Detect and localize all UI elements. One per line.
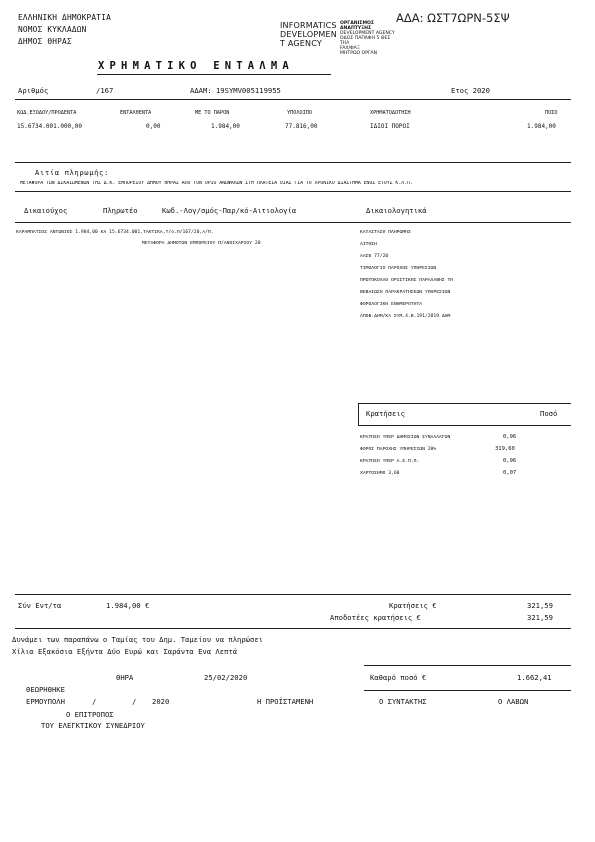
divider — [364, 665, 571, 666]
logo-small-3: DEVELOPMENT AGENCY — [340, 31, 395, 36]
page-title: ΧΡΗΜΑΤΙΚΟ ΕΝΤΑΛΜΑ — [98, 60, 294, 72]
summary-header-committed: ΕΝΤΑΛΘΕΝΤΑ — [120, 110, 152, 116]
title-underline — [97, 74, 331, 75]
deductions-header-amount: Ποσό — [540, 409, 558, 418]
deductions-top-border — [358, 403, 571, 404]
place: ΘΗΡΑ — [116, 673, 134, 682]
sum-label: Σύν Εντ/τα — [18, 601, 62, 610]
head-signature: Η ΠΡΟΪΣΤΑΜΕΝΗ — [257, 697, 314, 706]
number-label: Αριθμός — [18, 86, 49, 95]
summary-header-code: ΚΩΔ.ΕΞΟΔΟΥ/ΠΡΟΔΕΝΤΑ — [17, 110, 77, 116]
payment-order-text: Δυνάμει των παραπάνω ο Ταμίας του Δημ. Ταμείου να πληρώσει — [12, 635, 263, 644]
deduction-label: ΚΡΑΤΗΣΗ ΥΠΕΡ Α.Ε.Π.Π. — [360, 459, 420, 464]
deductions-header-label: Κρατήσεις — [366, 409, 405, 418]
seen-label: ΘΕΩΡΗΘΗΚΕ — [26, 685, 65, 694]
deduction-label: ΚΡΑΤΗΣΗ ΥΠΕΡ ΔΗΜΟΣΙΩΝ ΣΥΝΑΛΛΑΓΩΝ — [360, 435, 451, 440]
logo-line-2: DEVELOPMEN — [280, 30, 337, 39]
document-item: ΑΠΟΦ.ΔΗΜ/ΚΑ ΣΥΜ.4.Β.191/2019 ΔΗΜ — [360, 314, 451, 319]
deduction-amount: 319,60 — [495, 446, 515, 452]
deduction-amount: 0,96 — [503, 434, 517, 440]
summary-value-current: 1.984,00 — [211, 123, 240, 130]
deduction-amount: 0,07 — [503, 470, 517, 476]
logo-line-1: INFORMATICS — [280, 21, 337, 30]
document-item: ΤΙΜΟΛΟΓΙΟ ΠΑΡΟΧΗΣ ΥΠΗΡΕΣΙΩΝ — [360, 266, 437, 271]
divider — [364, 690, 571, 691]
summary-value-funding: ΙΔΙΟΙ ΠΟΡΟΙ — [370, 123, 410, 130]
column-header-payable: Πληρωτέο — [103, 206, 138, 215]
divider — [15, 222, 571, 223]
deduction-label: ΧΑΡΤΟΣΗΜΟ 3,60 — [360, 471, 400, 476]
logo-small-1: ΟΡΓΑΝΙΣΜΟΣ — [340, 21, 375, 26]
date-slash-2: / — [132, 697, 137, 706]
column-header-beneficiary: Δικαιούχος — [24, 206, 68, 215]
commissioner-label: Ο ΕΠΙΤΡΟΠΟΣ — [66, 710, 114, 719]
document-item: ΠΡΩΤΟΚΟΛΛΟ ΟΡΙΣΤΙΚΗΣ ΠΑΡΑΛΑΒΗΣ ΤΗ — [360, 278, 454, 283]
document-item: ΚΑΤΑΣΤΑΣΗ ΠΛΗΡΩΜΗΣ — [360, 230, 411, 235]
summary-header-amount: ΠΟΣΟ — [545, 110, 558, 116]
court-label: ΤΟΥ ΕΛΕΓΚΤΙΚΟΥ ΣΥΝΕΔΡΙΟΥ — [41, 721, 145, 730]
column-header-code: Κωδ.-Λογ/σμός-Παρ/κό-Αιτιολογία — [162, 206, 297, 215]
year-label: Ετος 2020 — [451, 86, 490, 95]
payable-deductions-label: Αποδοτέες κρατήσεις € — [330, 613, 421, 622]
document-item: ΦΟΡΟΛΟΓΙΚΗ ΕΝΗΜΕΡΟΤΗΤΑ — [360, 302, 423, 307]
beneficiary-line-1: ΚΑΡΑΜΠΑΤΣΟΣ ΑΝΤΩΝΙΟΣ 1.984,00 ΚΑ 15.6734.001,ΤΑΚΤΙΚΑ,Τ/ο.Π/167/20,Α/Π. — [16, 230, 214, 235]
summary-header-current: ΜΕ ΤΟ ΠΑΡΟΝ — [195, 110, 230, 116]
deductions-total-value: 321,59 — [527, 601, 553, 610]
document-item: ΑΙΤΗΣΗ — [360, 242, 377, 247]
divider — [15, 594, 571, 595]
summary-value-committed: 0,00 — [146, 123, 161, 130]
deductions-header-border — [358, 425, 571, 426]
logo-line-3: T AGENCY — [280, 39, 322, 48]
city: ΕΡΜΟΥΠΟΛΗ — [26, 697, 65, 706]
summary-value-remaining: 77.816,00 — [285, 123, 318, 130]
date-slash-1: / — [92, 697, 97, 706]
net-amount-value: 1.662,41 — [517, 673, 552, 682]
summary-header-funding: ΧΡΗΜΑΤΟΔΟΤΗΣΗ — [370, 110, 411, 116]
divider — [15, 628, 571, 629]
payable-deductions-value: 321,59 — [527, 613, 553, 622]
logo-small-5: ΤΗΛ — [340, 41, 350, 46]
deductions-total-label: Κρατήσεις € — [389, 601, 437, 610]
ada-label: ΑΔΑ: ΩΣΤ7ΩΡΝ-5ΣΨ — [396, 11, 510, 25]
document-item: ΒΕΒΑΙΩΣΗ ΠΑΡΑΚΡΑΤΗΣΕΩΝ ΥΠΗΡΕΣΙΩΝ — [360, 290, 451, 295]
net-amount-label: Καθαρό ποσό € — [370, 673, 427, 682]
deduction-amount: 0,96 — [503, 458, 517, 464]
reason-text: ΜΕΤΑΦΟΡΑ ΤΩΝ ΔΙΚΑΙΩΜΕΝΩΝ ΤΗΣ Δ.Κ. ΕΜΠΟΡΕΙΟΥ ΔΗΜΟΥ ΘΗΡΑΣ ΑΠΟ ΤΟΝ ΟΡΙΟ ΑΝΩΦΑΛΩΝ ΣΤΗ ΠΛΑΤΕΙΑ ΟΙΑΣ ΓΙΑ ΤΟ ΧΡΟΝΙΚΟ ΔΙΑΣΤΗΜΑ ΕΝΟΣ ΕΤΟΥΣ Κ.Λ.Π. — [20, 181, 413, 186]
adam-label: ΑΔΑΜ: 19SYMV005119955 — [190, 86, 281, 95]
document-item: ΑΑΣΘ 77/20 — [360, 254, 389, 259]
number-value: /167 — [96, 86, 114, 95]
logo-small-4: ΟΔΟΣ ΠΑΠΑΦΗ 5 ΘΕΣ — [340, 36, 391, 41]
deductions-left-border — [358, 403, 359, 425]
divider — [15, 162, 571, 163]
logo-small-7: ΜΗΤΡΩΟ ΟΡΓΑΝ — [340, 51, 378, 56]
sum-value: 1.984,00 € — [106, 601, 150, 610]
org-line-3: ΔΗΜΟΣ ΘΗΡΑΣ — [18, 37, 72, 46]
signature-year: 2020 — [152, 697, 170, 706]
date: 25/02/2020 — [204, 673, 248, 682]
receiver-signature: Ο ΛΑΒΩΝ — [498, 697, 529, 706]
column-header-documents: Δικαιολογητικά — [366, 206, 427, 215]
reason-label: Αιτία πληρωμής: — [35, 168, 109, 177]
org-line-2: ΝΟΜΟΣ ΚΥΚΛΑΔΩΝ — [18, 25, 87, 34]
org-line-1: ΕΛΛΗΝΙΚΗ ΔΗΜΟΚΡΑΤΙΑ — [18, 13, 111, 22]
summary-value-code: 15.6734.001.000,00 — [17, 123, 83, 130]
amount-in-words: Χίλια Εξακόσια Εξήντα Δύο Ευρώ και Σαράντα Ενα Λεπτά — [12, 647, 238, 656]
summary-header-remaining: ΥΠΟΛΟΙΠΟ — [287, 110, 312, 116]
logo-small-2: ΑΝΑΠΤΥΞΗΣ — [340, 26, 372, 31]
author-signature: Ο ΣΥΝΤΑΚΤΗΣ — [379, 697, 427, 706]
logo-small-6: FAX/ΦΑΞ — [340, 46, 360, 51]
divider — [15, 99, 571, 100]
divider — [15, 191, 571, 192]
deduction-label: ΦΟΡΟΣ ΠΑΡΟΧΗΣ ΥΠΗΡΕΣΙΩΝ 20% — [360, 447, 437, 452]
beneficiary-line-2: ΜΕΤΑΦΟΡΑ ΔΗΜΟΤΩΝ ΕΜΠΟΡΕΙΟΥ Π/ΑΝΟΙΧΑΡΙΟΥ 20 — [142, 241, 261, 246]
summary-value-amount: 1.984,00 — [527, 123, 556, 130]
